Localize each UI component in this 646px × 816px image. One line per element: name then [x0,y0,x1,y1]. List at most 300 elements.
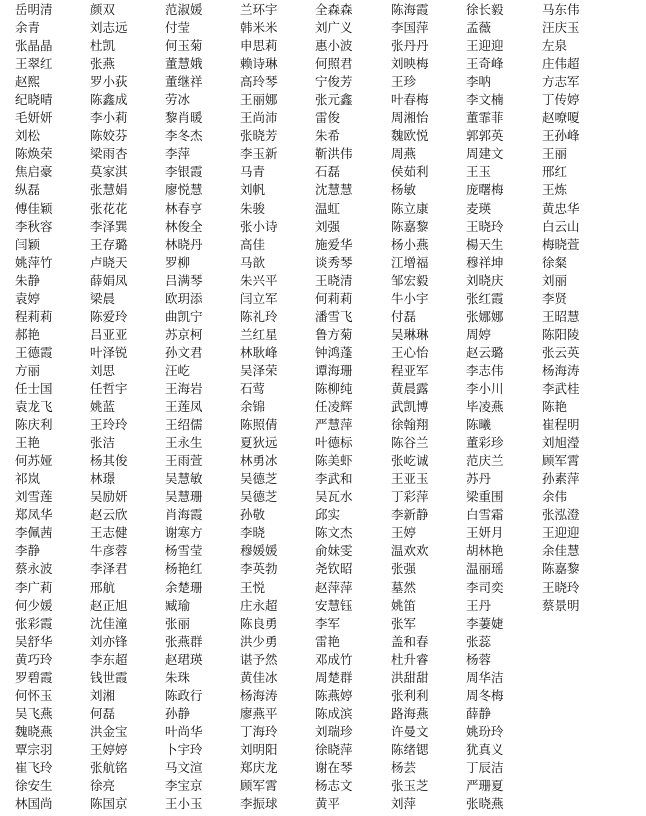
name-cell: 姚萍竹 [15,254,53,270]
name-cell: 鲁方菊 [315,326,353,342]
name-cell: 刘旭瀅 [542,435,580,451]
name-column [240,0,315,816]
name-cell: 任士国 [15,380,53,396]
name-cell: 赵珺瑛 [165,651,203,667]
name-cell: 方丽 [15,362,41,378]
name-cell: 邢航 [90,579,116,595]
name-cell: 陈谷兰 [391,435,429,451]
name-cell: 臧瑜 [165,597,191,613]
name-cell: 王绍儒 [165,417,203,433]
name-cell: 李新静 [391,507,429,523]
name-cell: 杨海涛 [240,687,278,703]
name-cell: 黎肖暖 [165,110,203,126]
name-cell: 顾军霄 [542,453,580,469]
name-cell: 李冬杰 [165,128,203,144]
name-cell: 杨敏 [391,182,417,198]
name-cell: 范淑媛 [165,2,203,17]
name-cell: 陈海霞 [391,2,429,17]
name-cell: 李晓 [240,525,266,541]
name-cell: 张慧娟 [90,182,128,198]
name-cell: 李国萍 [391,20,429,36]
name-cell: 刘亦锋 [90,633,128,649]
name-cell: 吴舒华 [15,633,53,649]
name-cell: 祁岚 [15,471,41,487]
name-cell: 张燕群 [165,633,203,649]
name-cell: 张蕊 [466,633,492,649]
name-cell: 雷艳 [315,633,341,649]
name-cell: 杨志文 [315,778,353,794]
name-cell: 杨蓉 [466,651,492,667]
name-cell: 钟鸿蓬 [315,344,353,360]
name-cell: 张小诗 [240,218,278,234]
name-cell: 孙文君 [165,344,203,360]
name-cell: 雷俊 [315,110,341,126]
name-cell: 穆祥坤 [466,254,504,270]
name-cell: 薛静 [466,705,492,721]
name-cell: 余锦 [240,399,266,415]
name-cell: 武凯博 [391,399,429,415]
name-cell: 李泽君 [90,561,128,577]
name-cell: 谢寒方 [165,525,203,541]
name-cell: 曲凯宁 [165,308,203,324]
name-cell: 王尚沛 [240,110,278,126]
name-cell: 吕亚亚 [90,326,128,342]
name-cell: 徐晓萍 [315,741,353,757]
name-cell: 余青 [15,20,41,36]
name-cell: 王昭慧 [542,308,580,324]
name-cell: 申思莉 [240,38,278,54]
name-cell: 严珊夏 [466,778,504,794]
name-cell: 莫家淇 [90,164,128,180]
name-cell: 王玲玲 [90,417,128,433]
name-cell: 董彩珍 [466,435,504,451]
name-cell: 廖悦慧 [165,182,203,198]
name-cell: 王海岩 [165,380,203,396]
name-cell: 墓然 [391,579,417,595]
name-cell: 李萋婕 [466,615,504,631]
name-cell: 李呐 [466,74,492,90]
name-cell: 余楚珊 [165,579,203,595]
name-cell: 吴德芝 [240,471,278,487]
name-cell: 赖诗琳 [240,56,278,72]
name-cell: 何怀玉 [15,687,53,703]
name-cell: 庞曙梅 [466,182,504,198]
name-cell: 刘丽 [542,272,568,288]
name-cell: 黄佳冰 [240,669,278,685]
name-cell: 刘瑞珍 [315,723,353,739]
name-cell: 邱实 [315,507,341,523]
name-cell: 周婷 [466,326,492,342]
name-cell: 王丽 [542,146,568,162]
name-cell: 张娜娜 [466,308,504,324]
name-cell: 程莉莉 [15,308,53,324]
name-column [0,0,90,816]
name-cell: 徐亮 [90,778,116,794]
name-cell: 张洁 [90,435,116,451]
name-cell: 庄永超 [240,597,278,613]
name-cell: 刘雪莲 [15,489,53,505]
name-cell: 任哲宇 [90,380,128,396]
name-cell: 梁重围 [466,489,504,505]
name-cell: 楊天生 [466,236,504,252]
name-cell: 周湘怡 [391,110,429,126]
name-cell: 靳洪伟 [315,146,353,162]
name-cell: 朱希 [315,128,341,144]
name-cell: 王晓清 [315,272,353,288]
name-cell: 赵熙 [15,74,41,90]
name-cell: 魏欧悦 [391,128,429,144]
name-cell: 任凌辉 [315,399,353,415]
name-cell: 刘志远 [90,20,128,36]
name-cell: 朱静 [15,272,41,288]
name-cell: 孟薇 [466,20,492,36]
name-cell: 邓成竹 [315,651,353,667]
name-cell: 张丽 [165,615,191,631]
name-cell: 李小莉 [90,110,128,126]
name-cell: 谈秀琴 [315,254,353,270]
name-cell: 王心怡 [391,344,429,360]
name-cell: 刘映梅 [391,56,429,72]
name-cell: 肖海霞 [165,507,203,523]
name-cell: 郑凤华 [15,507,53,523]
name-cell: 叶泽锐 [90,344,128,360]
name-cell: 白雪霜 [466,507,504,523]
name-cell: 周燕 [391,146,417,162]
name-cell: 陈嘉黎 [391,218,429,234]
name-cell: 王迎迎 [466,38,504,54]
name-cell: 全森森 [315,2,353,17]
name-cell: 黄忠华 [542,200,580,216]
name-cell: 王莲凤 [165,399,203,415]
name-cell: 姚笛 [391,597,417,613]
name-cell: 刘湘 [90,687,116,703]
name-cell: 陈柳纯 [315,380,353,396]
name-cell: 李静 [15,543,41,559]
name-cell: 李贤 [542,290,568,306]
name-cell: 吴飞燕 [15,705,53,721]
name-cell: 张晶晶 [15,38,53,54]
name-cell: 梁雨杏 [90,146,128,162]
name-cell: 吴瓦水 [315,489,353,505]
name-cell: 洪少勇 [240,633,278,649]
name-cell: 犹真义 [466,741,504,757]
name-cell: 何磊 [90,705,116,721]
name-cell: 王亚玉 [391,471,429,487]
name-cell: 侯茹利 [391,164,429,180]
name-cell: 高玲琴 [240,74,278,90]
name-cell: 杨芸 [391,759,417,775]
name-cell: 马东伟 [542,2,580,17]
name-cell: 惠小波 [315,38,353,54]
name-cell: 毛妍妍 [15,110,53,126]
name-cell: 兰红星 [240,326,278,342]
name-cell: 李武和 [315,471,353,487]
name-cell: 张彩霞 [15,615,53,631]
name-cell: 李泽巽 [90,218,128,234]
name-cell: 陈政行 [165,687,203,703]
name-cell: 王艳 [15,435,41,451]
name-cell: 张云英 [542,344,580,360]
name-cell: 付莹 [165,20,191,36]
name-cell: 麦瑛 [466,200,492,216]
name-cell: 李萍 [165,146,191,162]
name-cell: 王婷 [391,525,417,541]
name-cell: 张屹诚 [391,453,429,469]
name-cell: 张航铭 [90,759,128,775]
name-cell: 陈焕荣 [15,146,53,162]
name-cell: 何莉莉 [315,290,353,306]
name-cell: 陈良勇 [240,615,278,631]
name-cell: 谌予然 [240,651,278,667]
name-cell: 李玉新 [240,146,278,162]
name-cell: 盖和春 [391,633,429,649]
name-cell: 邢红 [542,164,568,180]
name-cell: 王雨萱 [165,453,203,469]
name-cell: 杨雪莹 [165,543,203,559]
name-cell: 董慧娥 [165,56,203,72]
name-cell: 付磊 [391,308,417,324]
name-cell: 张丹丹 [391,38,429,54]
name-cell: 李志伟 [466,362,504,378]
name-cell: 刘强 [315,218,341,234]
name-cell: 袁婷 [15,290,41,306]
name-cell: 廖燕平 [240,705,278,721]
name-cell: 陈姣芬 [90,128,128,144]
name-cell: 周楚群 [315,669,353,685]
name-cell: 何苏娅 [15,453,53,469]
name-cell: 牛小宇 [391,290,429,306]
name-cell: 王晓玲 [466,218,504,234]
name-cell: 杜升睿 [391,651,429,667]
name-cell: 赵嘹嗄 [542,110,580,126]
name-cell: 赵云欣 [90,507,128,523]
name-cell: 丁海玲 [240,723,278,739]
name-cell: 施爱华 [315,236,353,252]
name-cell: 张燕 [90,56,116,72]
name-cell: 陈成滨 [315,705,353,721]
name-cell: 王婷婷 [90,741,128,757]
name-cell: 徐粲 [542,254,568,270]
name-cell: 袁龙飞 [15,399,53,415]
name-cell: 郭郭英 [466,128,504,144]
name-cell: 黄平 [315,796,341,812]
name-cell: 吕满琴 [165,272,203,288]
name-cell: 陈美虾 [315,453,353,469]
name-cell: 陈鑫成 [90,92,128,108]
name-cell: 罗柳 [165,254,191,270]
name-cell: 黄晨露 [391,380,429,396]
name-cell: 余佳慧 [542,543,580,559]
name-cell: 闫颖 [15,236,41,252]
name-cell: 路海燕 [391,705,429,721]
name-cell: 王志健 [90,525,128,541]
name-cell: 林俊全 [165,218,203,234]
name-cell: 王炼 [542,182,568,198]
name-cell: 郑庆龙 [240,759,278,775]
name-cell: 陈照倩 [240,417,278,433]
name-cell: 颜双 [90,2,116,17]
name-cell: 王存璐 [90,236,128,252]
name-cell: 李武桂 [542,380,580,396]
name-cell: 刘明阳 [240,741,278,757]
name-cell: 穆媛媛 [240,543,278,559]
name-cell: 李宝京 [165,778,203,794]
name-cell: 朱珠 [165,669,191,685]
name-column [315,0,391,816]
name-cell: 罗小荻 [90,74,128,90]
name-cell: 尧钦昭 [315,561,353,577]
name-cell: 沈佳潼 [90,615,128,631]
name-cell: 李英勃 [240,561,278,577]
name-column [165,0,240,816]
name-cell: 王玉 [466,164,492,180]
name-cell: 陈文杰 [315,525,353,541]
name-cell: 孙静 [165,705,191,721]
name-cell: 王丹 [466,597,492,613]
name-cell: 赵萍萍 [315,579,353,595]
name-column [542,0,608,816]
name-cell: 王小玉 [165,796,203,812]
name-cell: 梁晨 [90,290,116,306]
name-cell: 陈立康 [391,200,429,216]
name-cell: 石莺 [240,380,266,396]
name-cell: 叶德标 [315,435,353,451]
name-cell: 杨小燕 [391,236,429,252]
name-cell: 崔程明 [542,417,580,433]
name-cell: 陈国京 [90,796,128,812]
name-cell: 左泉 [542,38,568,54]
name-cell: 孙素萍 [542,471,580,487]
name-cell: 林春亨 [165,200,203,216]
name-cell: 何玉菊 [165,38,203,54]
name-cell: 杨海涛 [542,362,580,378]
name-cell: 罗碧霞 [15,669,53,685]
name-cell: 何照君 [315,56,353,72]
name-cell: 陈嘉黎 [542,561,580,577]
name-cell: 徐长毅 [466,2,504,17]
name-cell: 汪庆玉 [542,20,580,36]
name-cell: 温欢欢 [391,543,429,559]
name-cell: 周华洁 [466,669,504,685]
name-cell: 焦启豪 [15,164,53,180]
name-cell: 苏京柯 [165,326,203,342]
name-cell: 张花花 [90,200,128,216]
name-cell: 纵磊 [15,182,41,198]
name-cell: 吴慧敏 [165,471,203,487]
name-cell: 覃宗羽 [15,741,53,757]
name-cell: 安慧钰 [315,597,353,613]
name-cell: 张晓燕 [466,796,504,812]
name-cell: 谭海珊 [315,362,353,378]
name-cell: 杜凯 [90,38,116,54]
name-cell: 吴慧珊 [165,489,203,505]
name-cell: 李广莉 [15,579,53,595]
name-cell: 温虹 [315,200,341,216]
name-cell: 蔡景明 [542,597,580,613]
name-cell: 丁传婷 [542,92,580,108]
name-cell: 潘雪飞 [315,308,353,324]
name-cell: 吴励妍 [90,489,128,505]
name-cell: 王珍 [391,74,417,90]
name-cell: 胡林艳 [466,543,504,559]
name-cell: 徐安生 [15,778,53,794]
name-cell: 刘帆 [240,182,266,198]
name-cell: 石磊 [315,164,341,180]
name-cell: 林耿峰 [240,344,278,360]
name-cell: 劳冰 [165,92,191,108]
name-column [90,0,165,816]
name-cell: 李佩茜 [15,525,53,541]
name-cell: 黄巧玲 [15,651,53,667]
name-cell: 刘广义 [315,20,353,36]
name-cell: 陈艳 [542,399,568,415]
name-column [466,0,542,816]
name-cell: 顾军霄 [240,778,278,794]
name-cell: 张玉芝 [391,778,429,794]
name-cell: 马青 [240,164,266,180]
name-cell: 姚蓝 [90,399,116,415]
name-cell: 范庆兰 [466,453,504,469]
name-cell: 王晓玲 [542,579,580,595]
name-cell: 宁俊芳 [315,74,353,90]
name-cell: 洪金宝 [90,723,128,739]
name-cell: 闫立军 [240,290,278,306]
name-cell: 程亚军 [391,362,429,378]
name-cell: 王悦 [240,579,266,595]
name-cell: 王德霞 [15,344,53,360]
name-cell: 张红霞 [466,290,504,306]
name-cell: 李军 [315,615,341,631]
name-cell: 魏晓燕 [15,723,53,739]
name-cell: 马歆 [240,254,266,270]
name-cell: 李司奕 [466,579,504,595]
name-cell: 王奇峰 [466,56,504,72]
name-cell: 吴泽荣 [240,362,278,378]
name-cell: 陈曦 [466,417,492,433]
name-cell: 梅晓萱 [542,236,580,252]
name-cell: 欧玥添 [165,290,203,306]
name-cell: 刘晓庆 [466,272,504,288]
name-cell: 张军 [391,615,417,631]
name-cell: 张利利 [391,687,429,703]
name-cell: 毕凌燕 [466,399,504,415]
name-cell: 姚玢玲 [466,723,504,739]
name-cell: 余伟 [542,489,568,505]
name-cell: 温丽瑶 [466,561,504,577]
name-cell: 白云山 [542,218,580,234]
name-cell: 赵云璐 [466,344,504,360]
name-cell: 陈庆利 [15,417,53,433]
name-cell: 林晓丹 [165,236,203,252]
name-cell: 吴琳琳 [391,326,429,342]
name-cell: 庄伟超 [542,56,580,72]
name-cell: 徐翰翔 [391,417,429,433]
name-cell: 严慧萍 [315,417,353,433]
name-cell: 洪甜甜 [391,669,429,685]
name-cell: 孙敬 [240,507,266,523]
name-cell: 陈礼玲 [240,308,278,324]
name-cell: 岳明清 [15,2,53,17]
name-cell: 汪屹 [165,362,191,378]
name-cell: 王迎迎 [542,525,580,541]
name-cell: 张泓澄 [542,507,580,523]
name-cell: 丁彩萍 [391,489,429,505]
name-cell: 卜宇玲 [165,741,203,757]
name-cell: 陈绪锶 [391,741,429,757]
name-cell: 朱兴平 [240,272,278,288]
name-column [391,0,466,816]
name-cell: 谢在琴 [315,759,353,775]
